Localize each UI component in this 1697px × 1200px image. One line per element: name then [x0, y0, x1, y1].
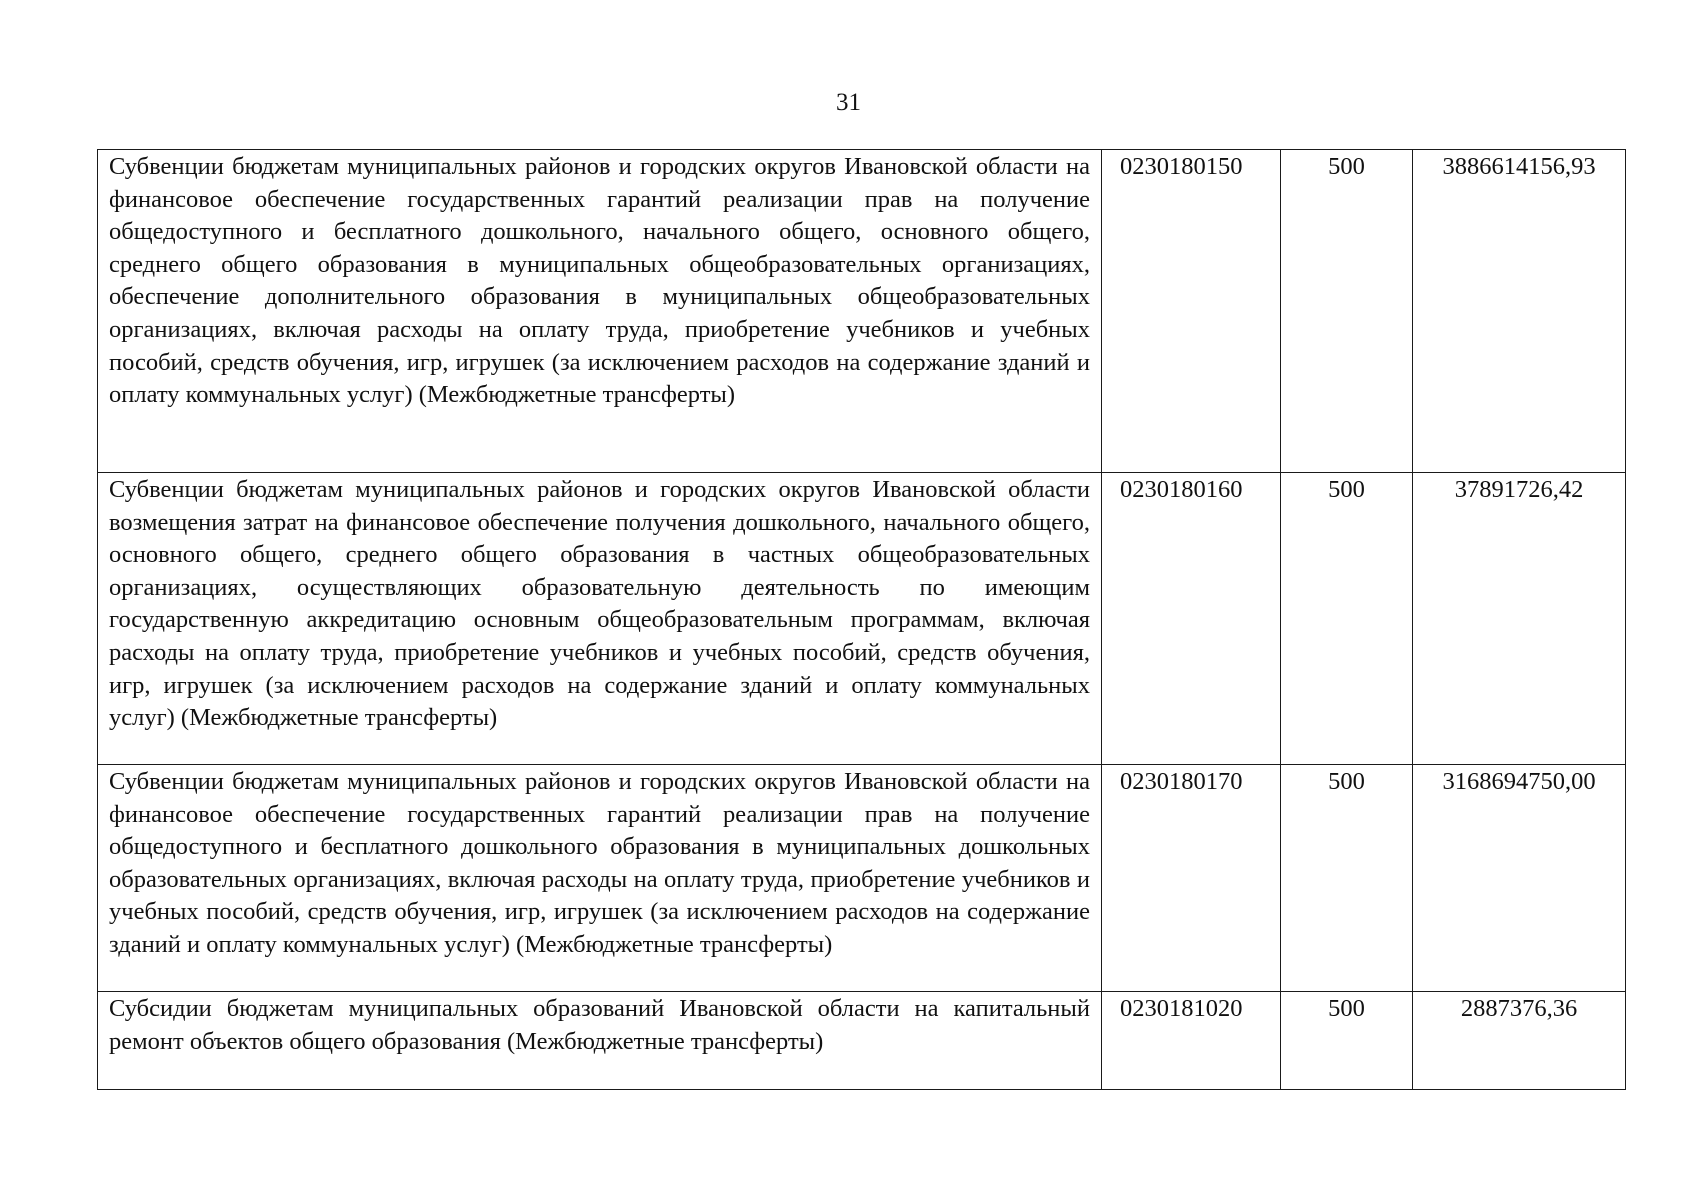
expense-type-code: 500: [1281, 150, 1413, 473]
page-number: 31: [836, 89, 861, 116]
amount: 3168694750,00: [1413, 765, 1626, 992]
row-description: Субвенции бюджетам муниципальных районов и городских округов Ивановской области на финансовое обеспечение государственных гарантий реализации прав на получение общедоступного и бесплатного дошкольного образования в муниципальных дошкольных образовательных организациях, включая расходы на оплату труда, приобретение учебников и учебных пособий, средств обучения, игр, игрушек (за исключением расходов на содержание зданий и оплату коммунальных услуг) (Межбюджетные трансферты): [98, 765, 1102, 992]
table-row: [98, 765, 1626, 992]
expense-type-code: 500: [1281, 473, 1413, 765]
table-row: [98, 150, 1626, 473]
row-description: Субвенции бюджетам муниципальных районов и городских округов Ивановской области возмещения затрат на финансовое обеспечение получения дошкольного, начального общего, основного общего, среднего общего образования в частных общеобразовательных организациях, осуществляющих образовательную деятельность по имеющим государственную аккредитацию основным общеобразовательным программам, включая расходы на оплату труда, приобретение учебников и учебных пособий, средств обучения, игр, игрушек (за исключением расходов на содержание зданий и оплату коммунальных услуг) (Межбюджетные трансферты): [98, 473, 1102, 765]
expense-type-code: 500: [1281, 992, 1413, 1090]
table-row: [98, 992, 1626, 1090]
amount: 37891726,42: [1413, 473, 1626, 765]
amount: 3886614156,93: [1413, 150, 1626, 473]
table-row: [98, 473, 1626, 765]
target-article-code: 0230181020: [1102, 992, 1281, 1090]
amount: 2887376,36: [1413, 992, 1626, 1090]
row-description: Субвенции бюджетам муниципальных районов и городских округов Ивановской области на финансовое обеспечение государственных гарантий реализации прав на получение общедоступного и бесплатного дошкольного, начального общего, основного общего, среднего общего образования в муниципальных общеобразовательных организациях, обеспечение дополнительного образования в муниципальных общеобразовательных организациях, включая расходы на оплату труда, приобретение учебников и учебных пособий, средств обучения, игр, игрушек (за исключением расходов на содержание зданий и оплату коммунальных услуг) (Межбюджетные трансферты): [98, 150, 1102, 473]
expense-type-code: 500: [1281, 765, 1413, 992]
target-article-code: 0230180150: [1102, 150, 1281, 473]
target-article-code: 0230180160: [1102, 473, 1281, 765]
target-article-code: 0230180170: [1102, 765, 1281, 992]
row-description: Субсидии бюджетам муниципальных образований Ивановской области на капитальный ремонт объектов общего образования (Межбюджетные трансферты): [98, 992, 1102, 1090]
budget-table: [97, 149, 1626, 1090]
